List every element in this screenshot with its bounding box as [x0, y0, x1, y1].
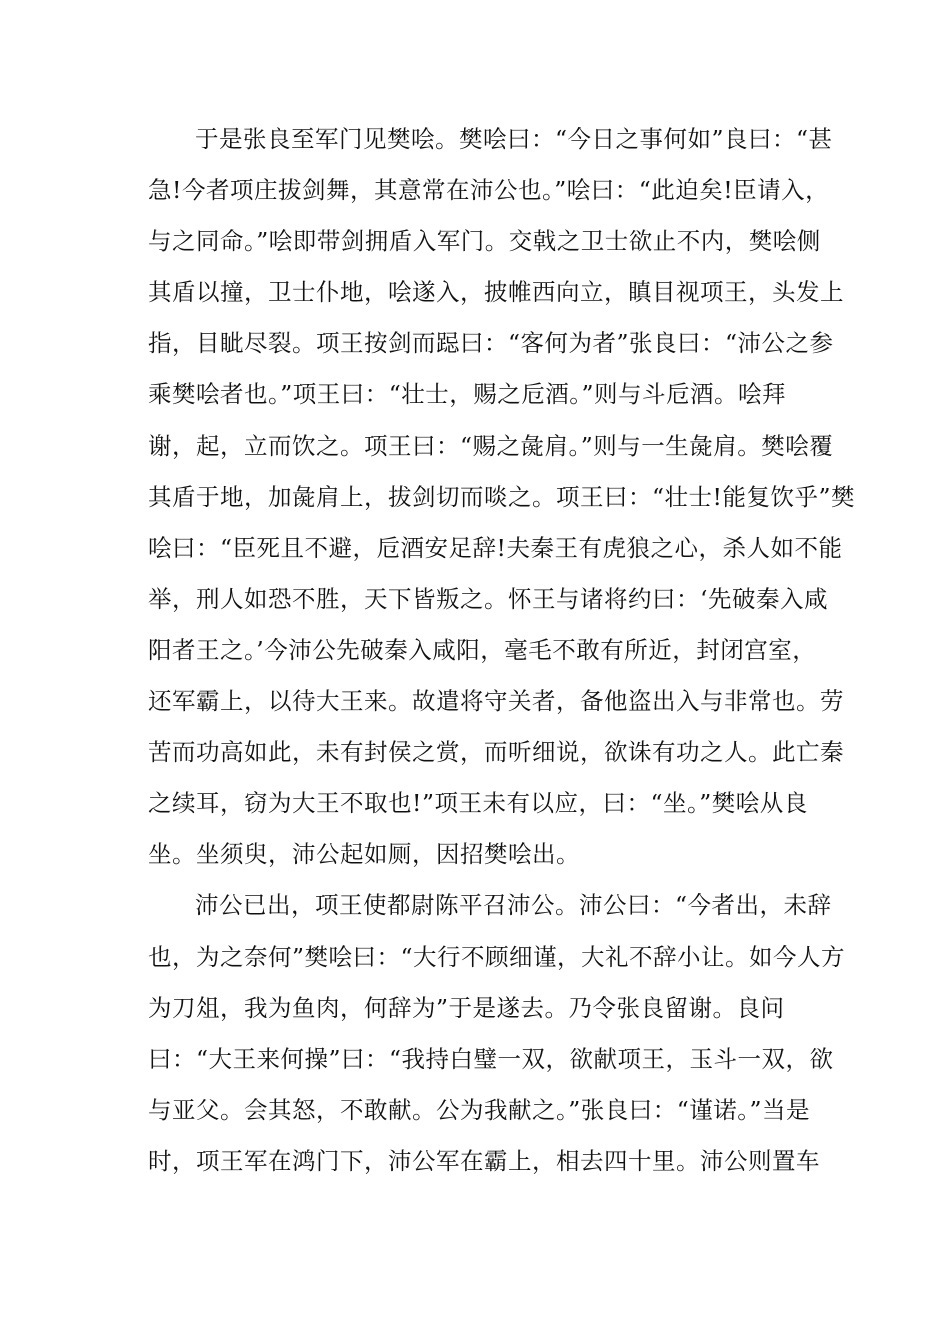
body-text — [148, 114, 855, 1187]
paragraph-2-line-4: 曰：“大王来何操”曰：“我持白璧一双，欲献项王，玉斗一双，欲 — [148, 1044, 834, 1073]
paragraph-1-line-5: 指，目眦尽裂。项王按剑而跽曰：“客何为者”张良曰：“沛公之参 — [148, 329, 834, 358]
paragraph-1-line-14: 之续耳，窃为大王不取也!”项王未有以应，曰：“坐。”樊哙从良 — [148, 789, 808, 818]
paragraph-1-line-4: 其盾以撞，卫士仆地，哙遂入，披帷西向立，瞋目视项王，头发上 — [148, 278, 844, 307]
paragraph-2-line-6: 时，项王军在鸿门下，沛公军在霸上，相去四十里。沛公则置车 — [148, 1146, 820, 1175]
paragraph-1-line-6: 乘樊哙者也。”项王曰：“壮士，赐之卮酒。”则与斗卮酒。哙拜 — [148, 380, 787, 409]
paragraph-1-line-10: 举，刑人如恐不胜，天下皆叛之。怀王与诸将约曰：‘先破秦入咸 — [148, 584, 828, 613]
paragraph-1-line-12: 还军霸上，以待大王来。故遣将守关者，备他盗出入与非常也。劳 — [148, 687, 844, 716]
paragraph-1-line-15: 坐。坐须臾，沛公起如厕，因招樊哙出。 — [148, 840, 580, 869]
paragraph-1-line-11: 阳者王之。’今沛公先破秦入咸阳，毫毛不敢有所近，封闭宫室， — [148, 635, 817, 664]
paragraph-1-line-1: 于是张良至军门见樊哙。樊哙曰：“今日之事何如”良曰：“甚 — [195, 125, 833, 153]
paragraph-1-line-8: 其盾于地，加彘肩上，拔剑切而啖之。项王曰：“壮士!能复饮乎”樊 — [148, 482, 855, 511]
paragraph-2-line-1: 沛公已出，项王使都尉陈平召沛公。沛公曰：“今者出，未辞 — [195, 891, 832, 920]
paragraph-2-line-2: 也，为之奈何”樊哙曰：“大行不顾细谨，大礼不辞小让。如今人方 — [148, 942, 846, 971]
paragraph-1-line-2: 急!今者项庄拔剑舞，其意常在沛公也。”哙曰：“此迫矣!臣请入， — [148, 176, 830, 205]
paragraph-1-line-9: 哙曰：“臣死且不避，卮酒安足辞!夫秦王有虎狼之心，杀人如不能 — [148, 533, 843, 562]
paragraph-1-line-7: 谢，起，立而饮之。项王曰：“赐之彘肩。”则与一生彘肩。樊哙覆 — [148, 431, 834, 460]
paragraph-1-line-3: 与之同命。”哙即带剑拥盾入军门。交戟之卫士欲止不内，樊哙侧 — [148, 227, 821, 256]
paragraph-1-line-13: 苦而功高如此，未有封侯之赏，而听细说，欲诛有功之人。此亡秦 — [148, 738, 844, 767]
paragraph-2-line-3: 为刀俎，我为鱼肉，何辞为”于是遂去。乃令张良留谢。良问 — [148, 993, 785, 1022]
paragraph-2-line-5: 与亚父。会其怒，不敢献。公为我献之。”张良曰：“谨诺。”当是 — [148, 1095, 811, 1124]
